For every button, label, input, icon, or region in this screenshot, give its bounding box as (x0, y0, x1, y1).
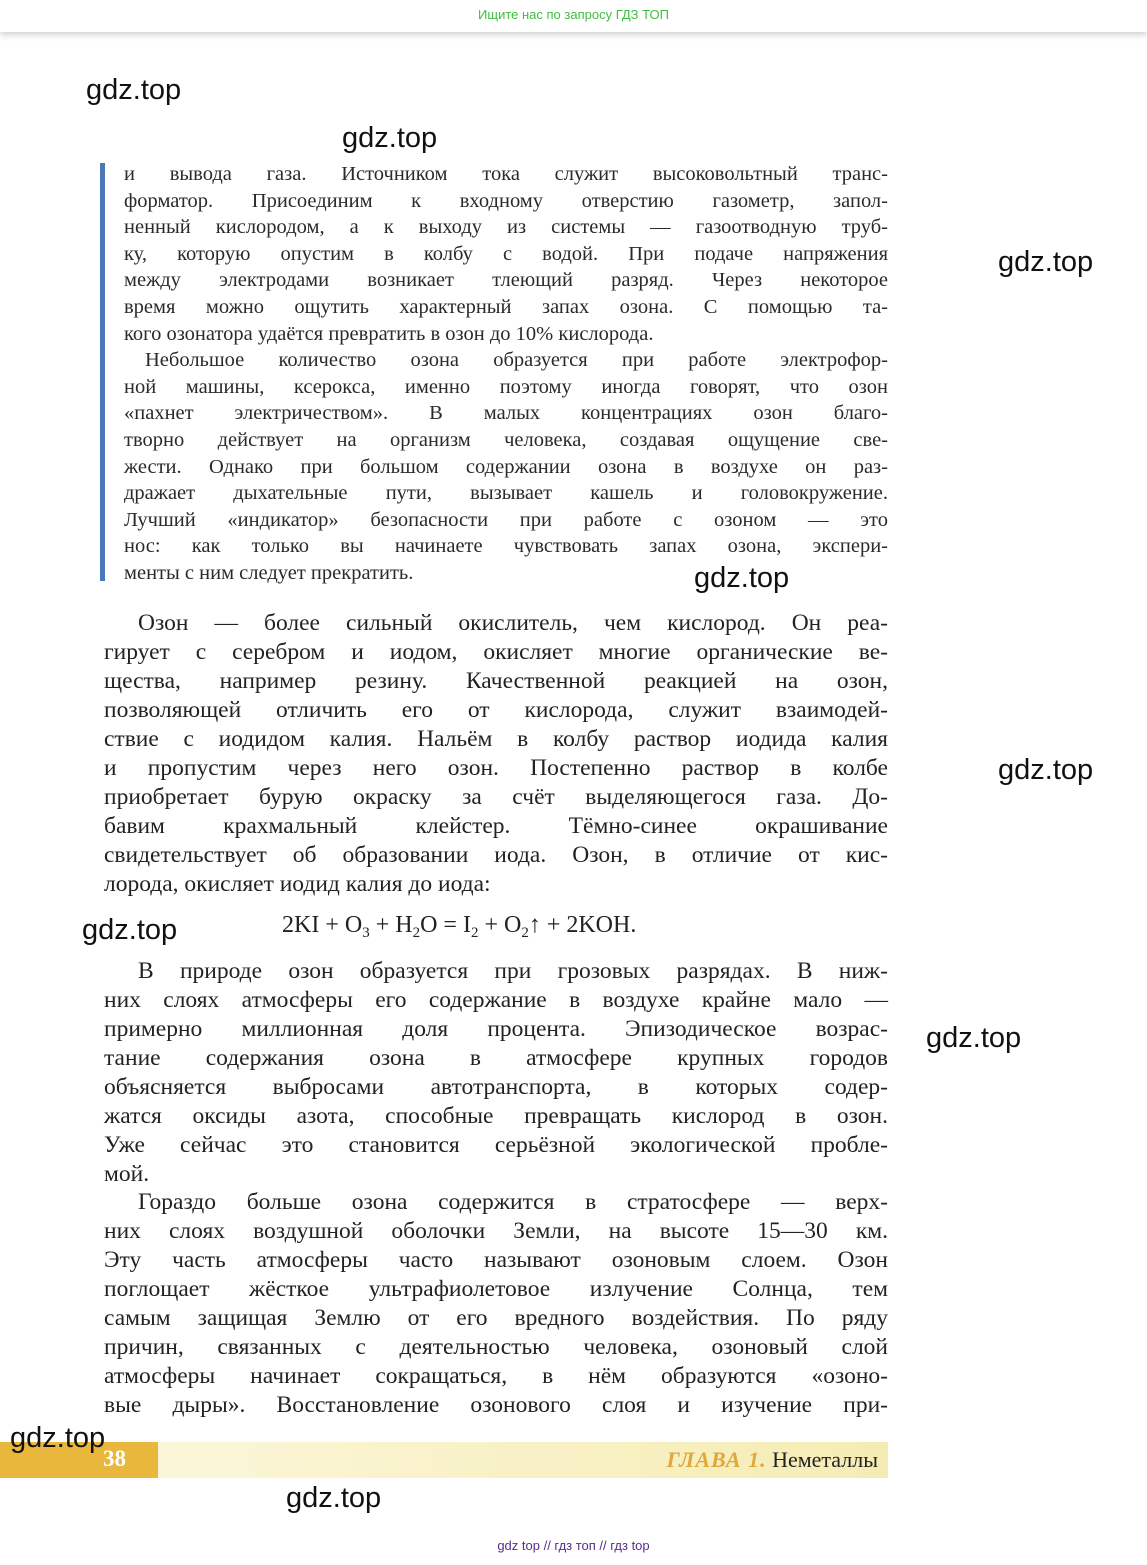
formula-subscript: 2 (470, 925, 479, 941)
text-line: мой. (104, 1161, 150, 1187)
text-line: ствие с иодидом калия. Нальём в колбу раствор иодида калия (104, 726, 888, 752)
text-line: самым защищая Землю от его вредного воздействия. По ряду (104, 1305, 888, 1331)
watermark: gdz.top (82, 914, 178, 946)
text-line: Небольшое количество озона образуется при работе электрофор- (145, 349, 888, 372)
text-line: них слоях воздушной оболочки Земли, на высоте 15—30 км. (104, 1218, 888, 1244)
text-line: ной машины, ксерокса, именно поэтому иногда говорят, что озон (124, 375, 888, 398)
text-line: нос: как только вы начинаете чувствовать запах озона, экспери- (124, 535, 888, 558)
text-line: кого озонатора удаётся превратить в озон до 10% кислорода. (124, 322, 654, 345)
watermark: gdz.top (694, 562, 790, 594)
text-line: примерно миллионная доля процента. Эпизодическое возрас- (104, 1016, 888, 1042)
info-box-text (124, 161, 888, 587)
text-line: атмосферы начинает сокращаться, в нём образуются «озоно- (104, 1363, 888, 1389)
text-line: творно действует на организм человека, создавая ощущение све- (124, 428, 888, 451)
text-line: щества, например резину. Качественной реакцией на озон, (104, 668, 888, 694)
formula-part: + H (369, 912, 413, 938)
info-box-bar (100, 163, 105, 581)
text-line: Эту часть атмосферы часто называют озоновым слоем. Озон (104, 1247, 888, 1273)
formula-subscript: 2 (521, 925, 529, 941)
text-line: Уже сейчас это становится серьёзной экологической пробле- (104, 1132, 888, 1158)
text-line: и вывода газа. Источником тока служит высоковольтный транс- (124, 163, 888, 185)
text-line: менты с ним следует прекратить. (124, 561, 414, 584)
text-line: ненный кислородом, а к выходу из системы — газоотводную труб- (124, 216, 888, 239)
text-line: Лучший «индикатор» безопасности при работе с озоном — это (124, 508, 888, 531)
text-line: форматор. Присоединим к входному отверстию газометр, запол- (124, 189, 888, 212)
paragraph-ozone-layer (104, 1188, 888, 1420)
page-number: 38 (103, 1446, 126, 1471)
top-banner: Ищите нас по запросу ГДЗ ТОП (0, 0, 1147, 32)
watermark: gdz.top (926, 1022, 1022, 1054)
chapter-footer (158, 1442, 888, 1478)
watermark: gdz.top (286, 1482, 382, 1514)
chapter-label: ГЛАВА 1. (666, 1447, 767, 1472)
text-line: лорода, окисляет иодид калия до иода: (104, 871, 491, 897)
text-line: между электродами возникает тлеющий разряд. Через некоторое (124, 269, 888, 292)
watermark: gdz.top (86, 74, 182, 106)
text-line: них слоях атмосферы его содержание в воздухе крайне мало — (104, 987, 888, 1013)
text-line: время можно ощутить характерный запах озона. С помощью та- (124, 295, 888, 318)
formula-part: + O (478, 912, 522, 938)
formula-subscript: 3 (362, 925, 370, 941)
text-line: Гораздо больше озона содержится в стратосфере — верх- (138, 1189, 888, 1215)
watermark: gdz.top (10, 1422, 106, 1454)
chapter-name: Неметаллы (772, 1447, 878, 1472)
formula-part: ↑ + 2KOH. (528, 912, 637, 938)
paragraph-ozone-nature (104, 957, 888, 1189)
watermark: gdz.top (342, 122, 438, 154)
text-line: Озон — более сильный окислитель, чем кислород. Он реа- (138, 610, 888, 636)
text-line: «пахнет электричеством». В малых концентрациях озон благо- (124, 402, 888, 425)
formula-part: 2KI + O (282, 912, 363, 938)
watermark: gdz.top (998, 754, 1094, 786)
bottom-links[interactable]: gdz top // гдз топ // гдз top (497, 1538, 650, 1553)
text-line: свидетельствует об образовании иода. Озон, в отличие от кис- (104, 842, 888, 868)
text-line: В природе озон образуется при грозовых разрядах. В ниж- (138, 958, 888, 984)
chapter-title (667, 1447, 878, 1473)
watermark: gdz.top (998, 246, 1094, 278)
paragraph-ozone-oxidizer (104, 609, 888, 899)
text-line: дражает дыхательные пути, вызывает кашель и головокружение. (124, 482, 888, 505)
text-line: поглощает жёсткое ультрафиолетовое излучение Солнца, тем (104, 1276, 888, 1302)
text-line: вые дыры». Восстановление озонового слоя и изучение при- (104, 1392, 888, 1418)
text-line: ку, которую опустим в колбу с водой. При подаче напряжения (124, 242, 888, 265)
text-line: гирует с серебром и иодом, окисляет многие органические ве- (104, 639, 888, 665)
formula-part: O = I (420, 912, 471, 938)
formula-subscript: 2 (412, 925, 421, 941)
text-line: приобретает бурую окраску за счёт выделяющегося газа. До- (104, 784, 888, 810)
text-line: причин, связанных с деятельностью человека, озоновый слой (104, 1334, 888, 1360)
text-line: жести. Однако при большом содержании озона в воздухе он раз- (124, 455, 888, 478)
text-line: позволяющей отличить его от кислорода, служит взаимодей- (104, 697, 888, 723)
text-line: и пропустим через него озон. Постепенно раствор в колбе (104, 755, 888, 781)
text-line: бавим крахмальный клейстер. Тёмно-синее окрашивание (104, 813, 888, 839)
text-line: тание содержания озона в атмосфере крупных городов (104, 1045, 888, 1071)
chemical-equation (282, 912, 636, 942)
text-line: жатся оксиды азота, способные превращать кислород в озон. (104, 1103, 888, 1129)
text-line: объясняется выбросами автотранспорта, в которых содер- (104, 1074, 888, 1100)
